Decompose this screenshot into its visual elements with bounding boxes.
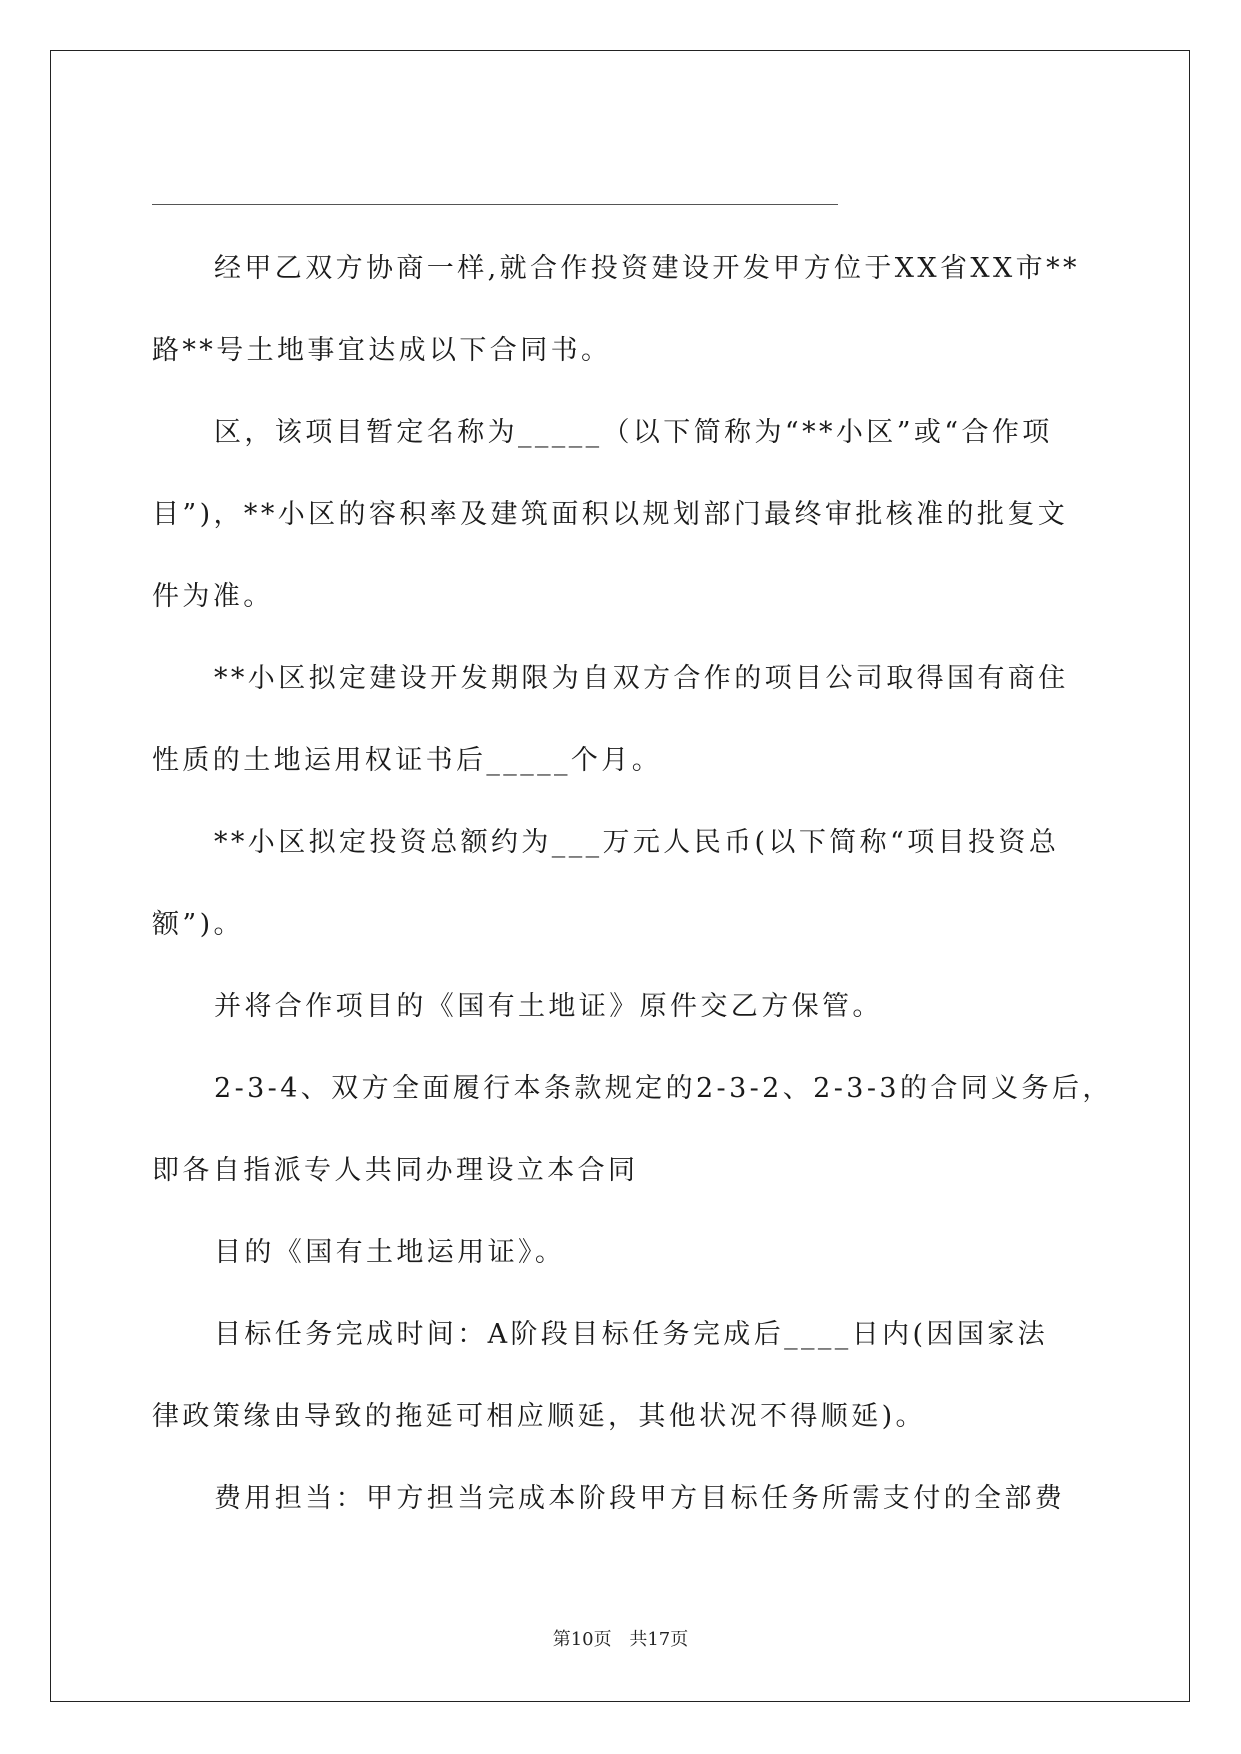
page-footer xyxy=(0,1625,1241,1651)
paragraph-line: 额”)。 xyxy=(152,909,244,940)
header-rule xyxy=(152,204,838,205)
paragraph-line: 路**号土地事宜达成以下合同书。 xyxy=(152,335,612,366)
paragraph-line: 并将合作项目的《国有土地证》原件交乙方保管。 xyxy=(214,991,883,1022)
paragraph-line: 目”)，**小区的容积率及建筑面积以规划部门最终审批核准的批复文 xyxy=(152,499,1069,530)
document-body xyxy=(152,228,1113,1540)
paragraph-line: 即各自指派专人共同办理设立本合同 xyxy=(152,1155,639,1186)
paragraph-line: 律政策缘由导致的拖延可相应顺延，其他状况不得顺延)。 xyxy=(152,1401,926,1432)
paragraph-line: 件为准。 xyxy=(152,581,274,612)
paragraph-line: 目标任务完成时间：A阶段目标任务完成后____日内(因国家法 xyxy=(214,1319,1049,1350)
paragraph-line: 经甲乙双方协商一样,就合作投资建设开发甲方位于XX省XX市** xyxy=(214,253,1080,284)
paragraph-line: 2-3-4、双方全面履行本条款规定的2-3-2、2-3-3的合同义务后， xyxy=(214,1073,1113,1104)
paragraph-line: 费用担当：甲方担当完成本阶段甲方目标任务所需支付的全部费 xyxy=(214,1483,1066,1514)
paragraph-line: 性质的土地运用权证书后_____个月。 xyxy=(152,745,663,776)
page-total: 共17页 xyxy=(629,1629,689,1650)
paragraph-line: 区，该项目暂定名称为_____（以下简称为“**小区”或“合作项 xyxy=(214,417,1053,448)
page-number: 第10页 xyxy=(552,1629,612,1650)
paragraph-line: 目的《国有土地运用证》。 xyxy=(214,1237,566,1268)
paragraph-line: **小区拟定投资总额约为___万元人民币(以下简称“项目投资总 xyxy=(214,827,1060,858)
paragraph-line: **小区拟定建设开发期限为自双方合作的项目公司取得国有商住 xyxy=(214,663,1069,694)
